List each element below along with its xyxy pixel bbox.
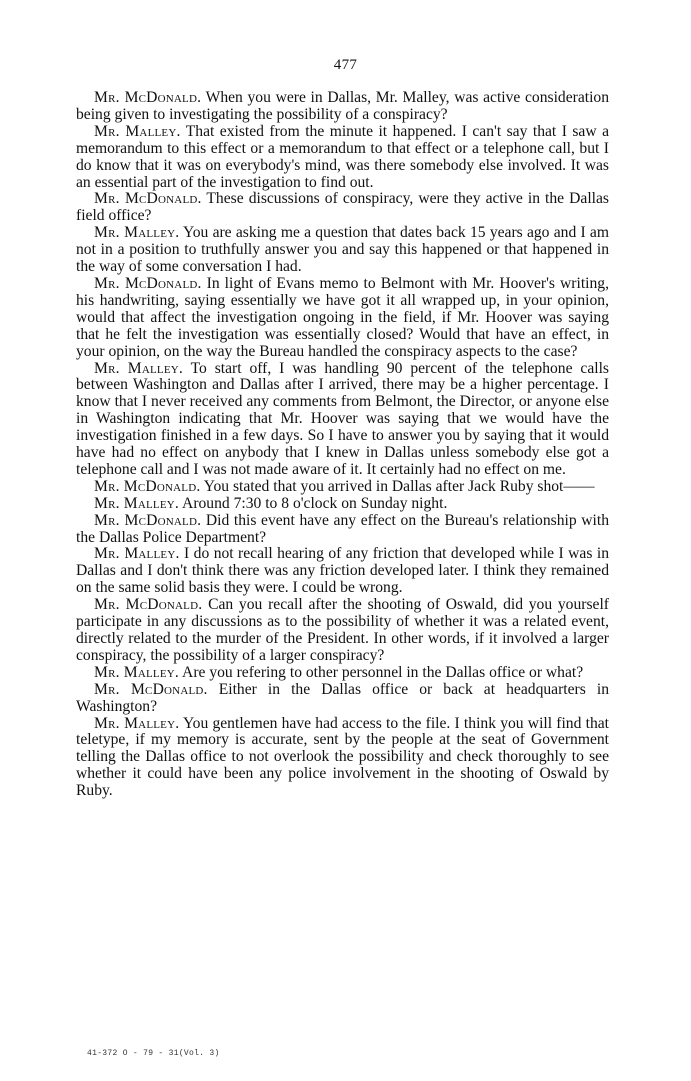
paragraph [76, 496, 609, 513]
paragraph-text: When you were in Dallas, Mr. Malley, was active consideration being given to investigating the possibility of a conspiracy? [76, 89, 609, 123]
speaker-name: Mr. McDonald. [94, 89, 202, 106]
transcript-body [76, 90, 609, 800]
page-number: 477 [333, 57, 358, 73]
speaker-name: Mr. McDonald. [94, 274, 202, 292]
paragraph [76, 665, 609, 682]
speaker-name: Mr. McDonald. [94, 680, 208, 698]
paragraph-text: Can you recall after the shooting of Oswald, did you yourself participate in any discussions as to the possibility of whether it was a related event, directly related to the murder of the President. In other words, if it involved a larger conspiracy, the possibility of a larger conspiracy? [76, 596, 609, 664]
speaker-name: Mr. Malley. [94, 224, 180, 242]
paragraph-text: These discussions of conspiracy, were they active in the Dallas field office? [76, 190, 609, 225]
paragraph [76, 513, 609, 547]
paragraph [76, 479, 609, 496]
paragraph [76, 361, 609, 479]
paragraph-text: To start off, I was handling 90 percent of the telephone calls between Washington and Dallas after I arrived, there may be a higher percentage. I know that I never received any comments from Belmont, the Director, or anyone else in Washington indicating that Mr. Hoover was saying that we would have the investigation finished in a few days. So I have to answer you by saying that it would have had no effect on anybody that I knew in Dallas unless somebody else got a telephone call and I was not made aware of it. It certainly had no effect on me. [76, 359, 609, 478]
paragraph [76, 716, 609, 801]
paragraph-text: In light of Evans memo to Belmont with Mr. Hoover's writing, his handwriting, saying essentially we have got it all wrapped up, in your opinion, would that affect the investigation ongoing in the field, if Mr. Hoover was saying that he felt the investigation was essentially closed? Would that have an effect, in your opinion, on the way the Bureau handled the conspiracy aspects to the case? [76, 274, 609, 360]
speaker-name: Mr. Malley. [94, 714, 180, 732]
speaker-name: Mr. Malley. [94, 545, 180, 563]
paragraph-text: Did this event have any effect on the Bureau's relationship with the Dallas Police Department? [76, 511, 609, 546]
paragraph-text: Either in the Dallas office or back at headquarters in Washington? [76, 680, 609, 715]
paragraph-text: You are asking me a question that dates back 15 years ago and I am not in a position to truthfully answer you and say this happened or that happened in the way of some conversation I had. [76, 224, 609, 276]
speaker-name: Mr. Malley. [94, 359, 183, 377]
paragraph [76, 90, 609, 124]
speaker-name: Mr. McDonald. [94, 511, 202, 529]
paragraph-text: Are you refering to other personnel in the Dallas office or what? [179, 663, 584, 681]
paragraph-text: You stated that you arrived in Dallas after Jack Ruby shot—— [200, 477, 595, 495]
paragraph-text: Around 7:30 to 8 o'clock on Sunday night. [179, 494, 448, 512]
speaker-name: Mr. McDonald. [94, 190, 202, 208]
paragraph [76, 124, 609, 192]
speaker-name: Mr. Malley. [94, 122, 181, 140]
speaker-name: Mr. Malley. [94, 663, 180, 681]
print-code-footer: 41-372 O - 79 - 31(Vol. 3) [87, 1049, 220, 1058]
paragraph [76, 191, 609, 225]
paragraph [76, 546, 609, 597]
paragraph [76, 276, 609, 361]
paragraph [76, 597, 609, 665]
speaker-name: Mr. McDonald. [94, 477, 201, 495]
speaker-name: Mr. McDonald. [94, 596, 203, 614]
paragraph-text: That existed from the minute it happened. I can't say that I saw a memorandum to this effect or a memorandum to that effect or a telephone call, but I do know that it was on everybody's mind, was there somebody else involved. It was an essential part of the investigation to find out. [76, 122, 609, 191]
paragraph [76, 682, 609, 716]
paragraph-text: I do not recall hearing of any friction that developed while I was in Dallas and I don't think there was any friction developed later. I think they remained on the same solid basis they were. I could be wrong. [76, 545, 609, 597]
paragraph [76, 225, 609, 276]
speaker-name: Mr. Malley. [94, 494, 180, 512]
paragraph-text: You gentlemen have had access to the file. I think you will find that teletype, if my memory is accurate, sent by the people at the seat of Government telling the Dallas office to not overlook the possibility and check thoroughly to see whether it could have been any police involvement in the shooting of Oswald by Ruby. [76, 714, 609, 800]
